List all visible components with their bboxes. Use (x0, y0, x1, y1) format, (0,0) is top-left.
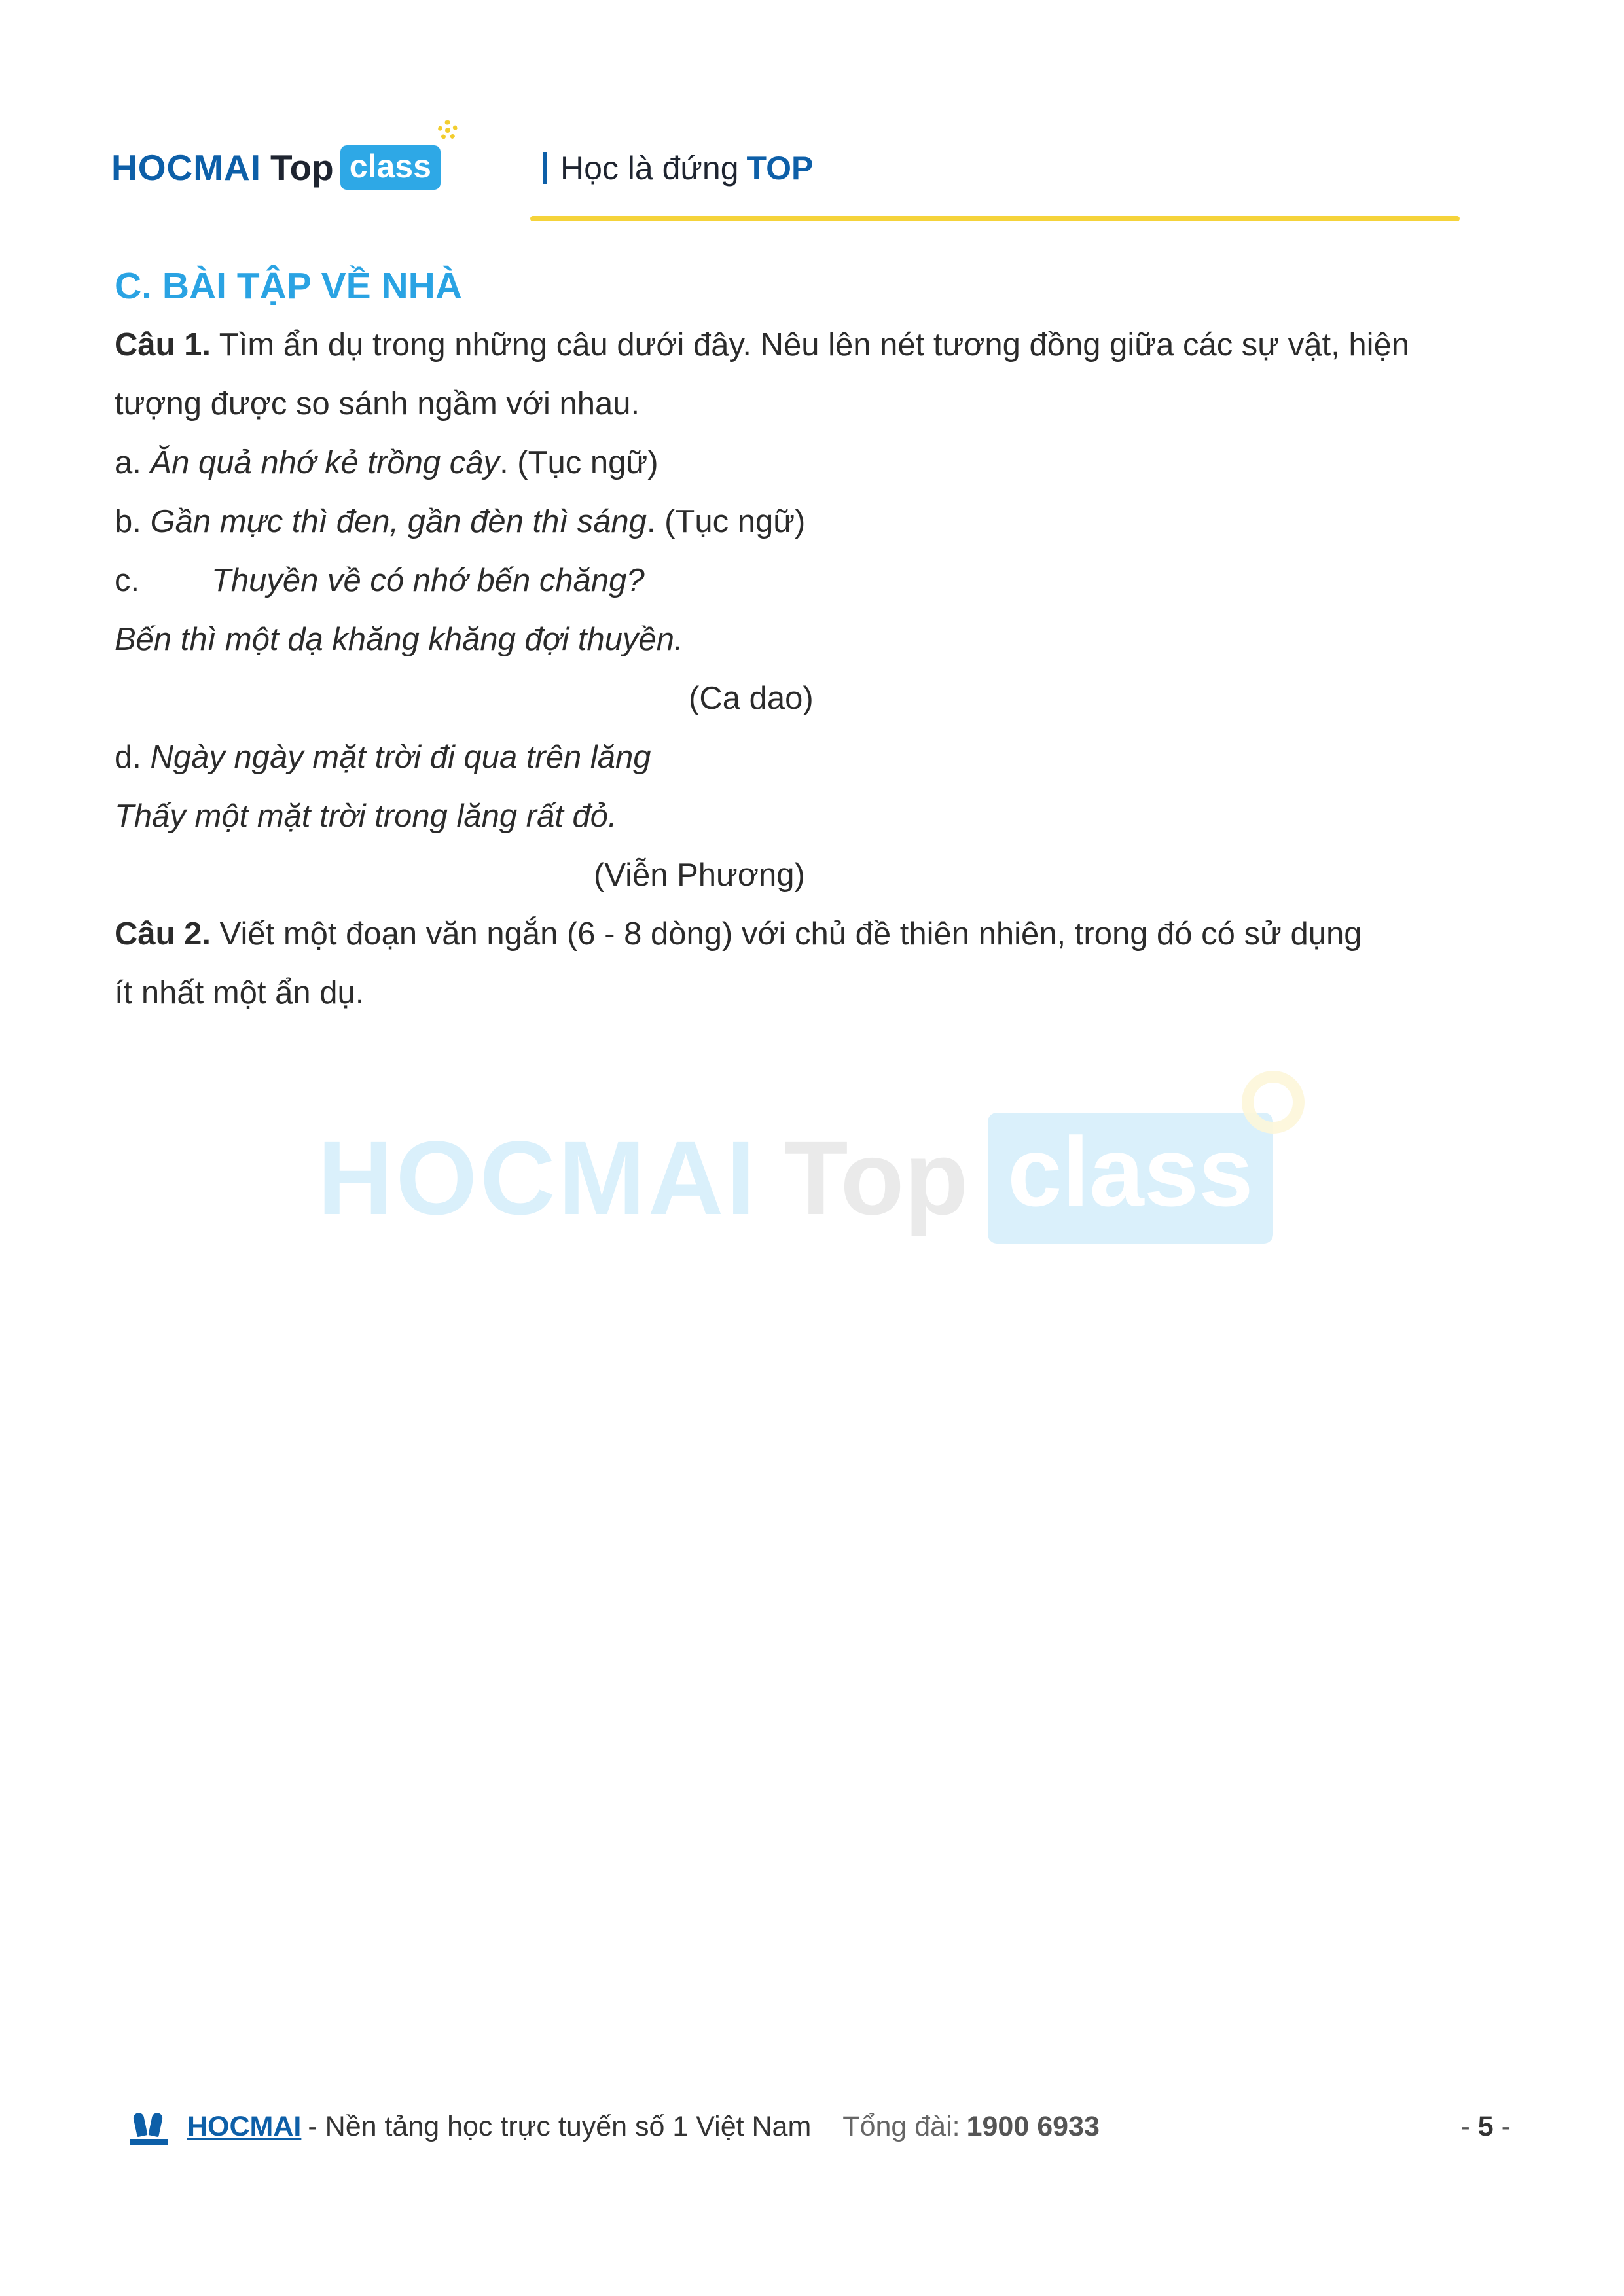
page-number-value: 5 (1477, 2110, 1494, 2142)
question-1-line-1 (115, 315, 1522, 374)
watermark-class-badge (988, 1113, 1272, 1244)
watermark-logo (317, 1113, 1273, 1244)
page-number-prefix: - (1460, 2110, 1478, 2142)
question-1-text-1: Tìm ẩn dụ trong những câu dưới đây. Nêu lên nét tương đồng giữa các sự vật, hiện (211, 327, 1409, 363)
header-underline (530, 216, 1460, 221)
tagline-divider (543, 152, 547, 184)
page-number (1461, 2111, 1511, 2143)
question-1-line-2: tượng được so sánh ngầm với nhau. (115, 386, 640, 422)
footer-brand-link[interactable]: HOCMAI (187, 2110, 302, 2142)
tagline-prefix: Học là đứng (560, 150, 739, 187)
item-b (115, 492, 1522, 551)
item-a (115, 433, 1522, 492)
logo-hocmai-text: HOCMAI (111, 147, 262, 188)
item-d-source: (Viễn Phương) (594, 857, 805, 893)
item-c-label: c. (115, 563, 140, 598)
question-2-text-1: Viết một đoạn văn ngắn (6 - 8 dòng) với chủ đề thiên nhiên, trong đó có sử dụng (211, 916, 1362, 952)
item-c-verse-1: Thuyền về có nhớ bến chăng? (211, 563, 645, 598)
page-footer (130, 2108, 1511, 2145)
watermark-gear-icon (1242, 1071, 1305, 1134)
item-a-source: . (Tục ngữ) (499, 445, 659, 480)
item-d-line-1 (115, 728, 1522, 787)
logo-class-text: class (349, 148, 431, 185)
gear-icon (438, 120, 458, 140)
item-d-label: d. (115, 740, 151, 775)
footer-phone-number: 1900 6933 (966, 2110, 1100, 2142)
logo-top-text: Top (270, 147, 334, 188)
item-b-source: . (Tục ngữ) (646, 504, 806, 539)
item-b-text: Gần mực thì đen, gần đèn thì sáng (150, 504, 647, 539)
section-title: C. BÀI TẬP VỀ NHÀ (115, 265, 463, 307)
item-a-text: Ăn quả nhớ kẻ trồng cây (150, 445, 500, 480)
item-d-verse-1: Ngày ngày mặt trời đi qua trên lăng (150, 740, 651, 775)
watermark-top-text: Top (784, 1119, 969, 1236)
item-a-label: a. (115, 445, 151, 480)
item-b-label: b. (115, 504, 151, 539)
question-2-label: Câu 2. (115, 916, 211, 952)
item-c-source: (Ca dao) (689, 681, 814, 716)
question-2-line-2: ít nhất một ẩn dụ. (115, 975, 365, 1011)
item-c-verse-2: Bến thì một dạ khăng khăng đợi thuyền. (115, 622, 683, 657)
watermark-hocmai-text: HOCMAI (317, 1119, 758, 1236)
page-number-suffix: - (1493, 2110, 1511, 2142)
header-tagline (543, 149, 813, 187)
exercise-content (115, 257, 1522, 1022)
item-c-line-1 (115, 551, 1522, 610)
hocmai-people-icon (130, 2108, 168, 2145)
question-1-label: Câu 1. (115, 327, 211, 363)
tagline-strong: TOP (746, 150, 814, 187)
watermark-class-text: class (1007, 1117, 1254, 1227)
footer-description: - Nền tảng học trực tuyến số 1 Việt Nam (308, 2110, 812, 2142)
item-d-verse-2: Thấy một mặt trời trong lăng rất đỏ. (115, 798, 617, 834)
question-2-line-1 (115, 905, 1522, 963)
hocmai-topclass-logo (111, 145, 441, 190)
logo-class-badge (340, 145, 441, 190)
footer-phone-label: Tổng đài: (842, 2110, 960, 2142)
